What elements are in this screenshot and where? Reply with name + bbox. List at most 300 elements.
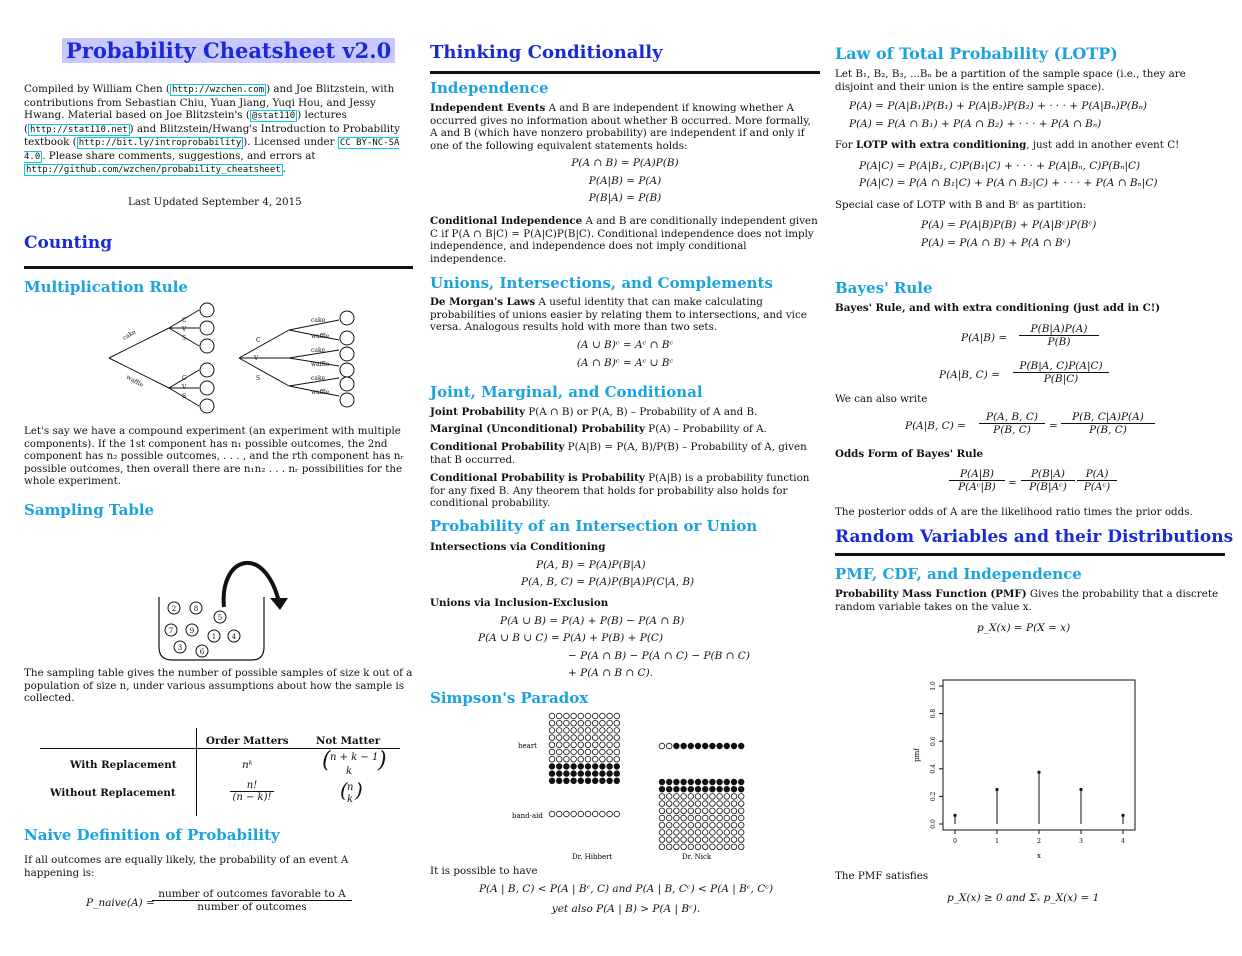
simpson-dot	[578, 778, 584, 784]
simpson-text: It is possible to have	[430, 865, 538, 877]
simpson-dot	[571, 713, 577, 719]
simpson-dot	[724, 808, 730, 814]
svg-text:S: S	[182, 335, 187, 342]
simpson-dot	[717, 801, 723, 807]
section-rule	[24, 266, 413, 269]
uie-eq-3: − P(A ∩ B) − P(A ∩ C) − P(B ∩ C)	[568, 650, 750, 662]
simpson-dot	[564, 713, 570, 719]
simpson-dot	[717, 815, 723, 821]
simpson-dot	[564, 778, 570, 784]
link-license[interactable]: CC BY-NC-SA 4.0	[24, 138, 400, 162]
equals-sign: =	[1049, 420, 1058, 432]
simpson-dot	[571, 720, 577, 726]
simpson-dot	[600, 771, 606, 777]
simpson-dot	[695, 743, 701, 749]
equals-sign: =	[1008, 477, 1017, 489]
ivc-eq-2: P(A, B, C) = P(A)P(B|A)P(C|A, B)	[521, 576, 695, 588]
simpson-dot	[702, 830, 708, 836]
chart-y-tick-label: 0.0	[930, 819, 937, 829]
simpson-dot	[666, 830, 672, 836]
simpson-dot	[549, 811, 555, 817]
bayes-eq3-frac1: P(A, B, C) P(B, C)	[979, 411, 1045, 436]
simpson-dot	[731, 830, 737, 836]
de-morgan-eq-2: (A ∩ B)ᶜ = Aᶜ ∪ Bᶜ	[576, 357, 674, 369]
simpson-dot	[549, 728, 555, 734]
simpson-dot	[702, 794, 708, 800]
simpson-dot	[556, 811, 562, 817]
simpson-dot	[731, 801, 737, 807]
svg-text:V: V	[254, 355, 259, 362]
simpson-dot	[717, 794, 723, 800]
simpson-dot	[738, 837, 744, 843]
simpson-dot	[674, 830, 680, 836]
simpson-dot	[585, 771, 591, 777]
conditional-probability: Conditional Probability P(A|B) = P(A, B)/P(B) – Probability of A, given that B occurred.	[430, 441, 807, 466]
multiplication-rule-text: Let's say we have a compound experiment (an experiment with multiple components). If the 1st component has n₁ possible outcomes, the 2nd component has n₂ possible outcomes, . . . , and the rth component has nᵣ possible outcomes, then overall there are n₁n₂ . . . nᵣ possibilities for the whole experiment.	[24, 425, 404, 487]
simpson-dot	[600, 742, 606, 748]
naive-fraction: number of outcomes favorable to A number of outcomes	[152, 888, 352, 913]
simpson-dot	[738, 830, 744, 836]
lotp-extra-text: For LOTP with extra conditioning, just add in another event C!	[835, 139, 1180, 151]
intro-text: Compiled by William Chen ( http://wzchen.com ) and Joe Blitzstein, with contributions from Sebastian Chiu, Yuan Jiang, Yuqi Hou, and Jessy Hwang. Material based on Joe Blitzstein's ( @stat110 ) lectures ( http://stat110.net ) and Blitzstein/Hwang's Introduction to Probability textbook ( http://bit.ly/introprobability ). Licensed under CC BY-NC-SA 4.0 . Please share comments, suggestions, and errors at http://github.com/wzchen/probability_cheatsheet .	[24, 83, 400, 175]
pmf-text: Probability Mass Function (PMF) Gives the probability that a discrete random variable takes on the value x.	[835, 588, 1219, 613]
simpson-dot	[674, 794, 680, 800]
heading-unions: Unions, Intersections, and Complements	[430, 274, 773, 292]
heading-simpsons-paradox: Simpson's Paradox	[430, 689, 589, 707]
simpson-dot	[681, 844, 687, 850]
svg-text:waffle: waffle	[311, 361, 330, 368]
simpson-dot	[738, 786, 744, 792]
simpson-dot	[688, 794, 694, 800]
svg-text:4: 4	[231, 633, 237, 641]
link-github[interactable]: http://github.com/wzchen/probability_cheatsheet	[26, 165, 281, 175]
simpson-dot	[571, 811, 577, 817]
simpson-dot	[578, 764, 584, 770]
de-morgan-eq-1: (A ∪ B)ᶜ = Aᶜ ∩ Bᶜ	[576, 339, 674, 351]
simpson-dot	[702, 808, 708, 814]
simpson-dot	[738, 779, 744, 785]
simpson-dot	[600, 735, 606, 741]
heading-naive-definition: Naive Definition of Probability	[24, 826, 280, 844]
chart-x-tick-label: 0	[953, 838, 957, 845]
heading-lotp: Law of Total Probability (LOTP)	[835, 44, 1118, 63]
simpson-dot	[666, 786, 672, 792]
simpson-dot	[571, 749, 577, 755]
svg-text:waffle: waffle	[311, 389, 330, 396]
lotp-eq-1: P(A) = P(A|B₁)P(B₁) + P(A|B₂)P(B₂) + · · · + P(A|Bₙ)P(Bₙ)	[849, 100, 1147, 112]
uie-eq-1: P(A ∪ B) = P(A) + P(B) − P(A ∩ B)	[500, 615, 685, 627]
pmf-point	[953, 814, 956, 817]
simpson-dot	[717, 844, 723, 850]
simpson-dot	[695, 822, 701, 828]
chart-ylabel: pmf	[913, 748, 921, 762]
svg-text:band-aid: band-aid	[512, 812, 543, 820]
simpson-dot	[659, 830, 665, 836]
simpson-dot	[717, 786, 723, 792]
heading-intersection-union: Probability of an Intersection or Union	[430, 517, 758, 535]
simpson-dot	[659, 837, 665, 843]
simpson-dot	[674, 808, 680, 814]
simpson-dot	[614, 735, 620, 741]
simpson-dot	[564, 735, 570, 741]
we-can-also-write: We can also write	[835, 393, 928, 405]
uie-eq-2: P(A ∪ B ∪ C) = P(A) + P(B) + P(C)	[478, 632, 664, 644]
col-not-matter: Not Matter	[316, 735, 381, 747]
simpson-dot	[571, 742, 577, 748]
simpson-dot	[674, 822, 680, 828]
simpson-dot	[731, 822, 737, 828]
simpson-dot	[614, 713, 620, 719]
simpson-dot	[585, 742, 591, 748]
svg-text:C: C	[182, 375, 187, 382]
simpson-dot	[564, 728, 570, 734]
simpson-dot	[731, 808, 737, 814]
link-stat110-twitter[interactable]: @stat110	[251, 111, 296, 121]
simpson-dot	[607, 811, 613, 817]
simpson-dot	[578, 771, 584, 777]
sampling-table: Order Matters Not Matter With Replacement Without Replacement nᵏ ( n + k − 1 k ) n! (n − k)! ( n k )	[40, 728, 400, 816]
indep-eq-2: P(A|B) = P(A)	[588, 175, 662, 187]
odds-form-heading: Odds Form of Bayes' Rule	[835, 448, 984, 460]
simpson-dot	[592, 756, 598, 762]
simpson-dot	[614, 742, 620, 748]
simpson-dot	[549, 742, 555, 748]
simpson-dot	[710, 801, 716, 807]
unions-inclusion-exclusion: Unions via Inclusion-Exclusion	[430, 597, 609, 609]
svg-text:Dr. Hibbert: Dr. Hibbert	[572, 853, 613, 861]
svg-text:Dr. Nick: Dr. Nick	[682, 853, 712, 861]
svg-text:V: V	[182, 384, 187, 391]
simpson-dot	[666, 801, 672, 807]
simpson-dot	[738, 743, 744, 749]
simpson-dot	[674, 837, 680, 843]
simpson-dot	[607, 713, 613, 719]
simpson-dot	[659, 815, 665, 821]
simpson-dot	[564, 764, 570, 770]
simpson-dot	[731, 794, 737, 800]
simpson-dot	[724, 822, 730, 828]
posterior-odds-text: The posterior odds of A are the likelihood ratio times the prior odds.	[835, 506, 1193, 518]
simpson-dot	[592, 771, 598, 777]
heading-independence: Independence	[430, 79, 549, 97]
simpson-dot	[702, 786, 708, 792]
simpson-dot	[659, 743, 665, 749]
svg-text:V: V	[182, 326, 187, 333]
lotp-special-case: Special case of LOTP with B and Bᶜ as partition:	[835, 199, 1087, 211]
simpson-dot	[614, 771, 620, 777]
simpson-dot	[688, 743, 694, 749]
simpson-dot	[564, 811, 570, 817]
simpson-dot	[666, 822, 672, 828]
simpson-dot	[724, 837, 730, 843]
uie-eq-4: + P(A ∩ B ∩ C).	[568, 667, 654, 679]
chart-y-tick-label: 0.2	[930, 791, 937, 802]
simpson-dot	[724, 786, 730, 792]
chart-y-tick-label: 1.0	[930, 681, 937, 691]
svg-text:7: 7	[168, 627, 174, 635]
simpson-dot	[549, 771, 555, 777]
simpson-dot	[607, 756, 613, 762]
simpson-dot	[724, 844, 730, 850]
simpson-dot	[614, 749, 620, 755]
simpson-dot	[578, 756, 584, 762]
simpson-dot	[592, 742, 598, 748]
simpson-dot	[717, 779, 723, 785]
svg-text:cake: cake	[311, 375, 326, 382]
simpson-dot	[578, 720, 584, 726]
special-eq-1: P(A) = P(A|B)P(B) + P(A|Bᶜ)P(Bᶜ)	[921, 219, 1097, 231]
simpson-dot	[710, 743, 716, 749]
special-eq-2: P(A) = P(A ∩ B) + P(A ∩ Bᶜ)	[921, 237, 1071, 249]
simpson-dot	[585, 778, 591, 784]
link-introprobability[interactable]: http://bit.ly/introprobability	[78, 138, 242, 148]
simpson-dot	[681, 743, 687, 749]
simpson-dot	[607, 735, 613, 741]
bayes-eq3-frac2: P(B, C|A)P(A) P(B, C)	[1061, 411, 1155, 436]
svg-text:1: 1	[211, 633, 217, 641]
simpson-dot	[710, 822, 716, 828]
pmf-eq: p_X(x) = P(X = x)	[977, 622, 1071, 634]
simpson-dot	[556, 756, 562, 762]
simpson-dot	[710, 794, 716, 800]
joint-probability: Joint Probability P(A ∩ B) or P(A, B) – Probability of A and B.	[430, 406, 758, 418]
chart-y-tick-label: 0.6	[930, 736, 937, 746]
simpson-dot	[702, 779, 708, 785]
simpson-dot	[688, 815, 694, 821]
simpson-dot	[659, 808, 665, 814]
heading-bayes-rule: Bayes' Rule	[835, 279, 933, 297]
lotp-text: Let B₁, B₂, B₃, ...Bₙ be a partition of the sample space (i.e., they are disjoint and their union is the entire sample space).	[835, 68, 1186, 93]
simpson-dot	[695, 815, 701, 821]
svg-text:3: 3	[177, 644, 183, 652]
simpson-dot	[674, 786, 680, 792]
simpson-dot	[710, 837, 716, 843]
simpson-dot	[724, 779, 730, 785]
simpson-dot	[585, 728, 591, 734]
pmf-satisfies-text: The PMF satisfies	[835, 870, 929, 882]
chart-y-tick-label: 0.8	[930, 708, 937, 719]
heading-pmf-cdf: PMF, CDF, and Independence	[835, 565, 1082, 583]
link-stat110[interactable]: http://stat110.net	[30, 124, 128, 135]
svg-text:5: 5	[217, 614, 223, 622]
simpson-dot	[666, 779, 672, 785]
simpson-dot	[695, 830, 701, 836]
simpson-dot	[724, 743, 730, 749]
simpson-dot	[724, 830, 730, 836]
simpson-dot	[717, 822, 723, 828]
heading-counting: Counting	[24, 233, 113, 253]
simpson-dot	[666, 743, 672, 749]
simpson-dot	[592, 735, 598, 741]
simpson-dot	[710, 808, 716, 814]
simpson-dot	[614, 778, 620, 784]
section-rule	[835, 553, 1225, 556]
simpson-dot	[571, 756, 577, 762]
simpson-dot	[592, 720, 598, 726]
marginal-probability: Marginal (Unconditional) Probability P(A) – Probability of A.	[430, 423, 767, 435]
simpson-dot	[578, 713, 584, 719]
simpson-dot	[607, 749, 613, 755]
svg-text:9: 9	[189, 627, 195, 635]
pmf-conditions: p_X(x) ≥ 0 and Σₓ p_X(x) = 1	[947, 892, 1100, 904]
cell-with-order: nᵏ	[242, 759, 253, 771]
simpson-dot	[695, 786, 701, 792]
simpson-dot	[564, 771, 570, 777]
simpson-dot	[724, 794, 730, 800]
simpson-dot	[614, 764, 620, 770]
simpson-dot	[549, 778, 555, 784]
simpson-dot	[549, 713, 555, 719]
heading-thinking-conditionally: Thinking Conditionally	[430, 42, 663, 63]
simpson-dot	[578, 728, 584, 734]
chart-xlabel: x	[1037, 852, 1041, 860]
simpson-dot	[681, 822, 687, 828]
simpson-dot	[585, 735, 591, 741]
simpson-dot	[549, 756, 555, 762]
simpson-dot	[549, 735, 555, 741]
simpson-dot	[717, 837, 723, 843]
odds-frac1: P(A|B) P(Aᶜ|B)	[949, 468, 1005, 493]
svg-text:cake: cake	[311, 317, 326, 324]
simpson-dot	[571, 764, 577, 770]
simpson-dot	[688, 844, 694, 850]
simpson-dot	[556, 713, 562, 719]
simpson-dot	[702, 822, 708, 828]
heading-multiplication-rule: Multiplication Rule	[24, 278, 188, 296]
svg-text:8: 8	[193, 605, 199, 613]
pmf-point	[995, 788, 998, 791]
simpson-dot	[571, 735, 577, 741]
simpson-dot	[688, 786, 694, 792]
simpson-dot	[571, 771, 577, 777]
simpson-dot	[549, 749, 555, 755]
simpson-dot	[564, 720, 570, 726]
simpson-dot	[600, 764, 606, 770]
simpson-dot	[592, 713, 598, 719]
simpson-dot	[585, 713, 591, 719]
simpson-dot	[702, 801, 708, 807]
simpson-dot	[556, 735, 562, 741]
svg-text:waffle: waffle	[125, 373, 145, 389]
simpson-dot	[666, 844, 672, 850]
simpson-dot	[710, 844, 716, 850]
simpson-dot	[578, 742, 584, 748]
chart-x-tick-label: 1	[995, 838, 999, 845]
cheatsheet-title: Probability Cheatsheet v2.0	[62, 38, 395, 63]
heading-joint-marginal-conditional: Joint, Marginal, and Conditional	[430, 383, 703, 401]
svg-text:6: 6	[199, 648, 205, 656]
simpson-dot	[731, 815, 737, 821]
chart-x-tick-label: 4	[1121, 838, 1125, 845]
svg-text:waffle: waffle	[311, 333, 330, 340]
simpson-dot	[695, 844, 701, 850]
simpson-dot	[564, 742, 570, 748]
simpson-dot	[688, 830, 694, 836]
simpson-dot	[702, 837, 708, 843]
bayes-subtitle: Bayes' Rule, and with extra conditioning (just add in C!)	[835, 302, 1161, 314]
simpson-dot	[702, 844, 708, 850]
simpson-dot	[731, 779, 737, 785]
simpson-dot	[681, 808, 687, 814]
simpson-dot	[738, 794, 744, 800]
simpson-dot	[738, 822, 744, 828]
simpson-dot	[600, 811, 606, 817]
simpson-dot	[738, 815, 744, 821]
tree-leaf	[200, 303, 214, 317]
cell-without-order: n! (n − k)!	[230, 780, 274, 803]
simpson-dot	[659, 779, 665, 785]
de-morgan-text: De Morgan's Laws A useful identity that can make calculating probabilities of unions easier by relating them to intersections, and vice versa. Analogous results hold with more than two sets.	[430, 296, 807, 333]
simpson-dot	[585, 811, 591, 817]
svg-text:heart: heart	[518, 742, 537, 750]
simpson-dot	[607, 778, 613, 784]
svg-text:C: C	[182, 317, 187, 324]
simpson-dot	[592, 749, 598, 755]
simpson-dot	[688, 779, 694, 785]
simpson-dot	[688, 837, 694, 843]
simpson-dot	[556, 720, 562, 726]
simpson-dot	[681, 815, 687, 821]
simpson-eq-2: yet also P(A | B) > P(A | Bᶜ).	[551, 903, 701, 915]
conditional-is-probability: Conditional Probability is Probability P(A|B) is a probability function for any fixed B. Any theorem that holds for probability also holds for conditional probability.	[430, 472, 810, 509]
simpson-dot	[585, 749, 591, 755]
indep-eq-3: P(B|A) = P(B)	[588, 192, 662, 204]
simpson-dot	[556, 771, 562, 777]
simpson-dot	[710, 830, 716, 836]
simpson-dot	[681, 779, 687, 785]
simpson-dot	[592, 764, 598, 770]
intersections-via-conditioning: Intersections via Conditioning	[430, 541, 606, 553]
pmf-point	[1079, 788, 1082, 791]
simpson-dot	[717, 830, 723, 836]
simpson-dot	[681, 794, 687, 800]
sampling-table-text: The sampling table gives the number of possible samples of size k out of a population of size n, under various assumptions about how the sample is collected.	[24, 667, 413, 704]
bayes-eq1-lhs: P(A|B) =	[961, 332, 1008, 344]
simpson-dot	[571, 778, 577, 784]
link-wzchen[interactable]: http://wzchen.com	[171, 85, 265, 95]
simpson-dot	[607, 742, 613, 748]
simpson-dot	[688, 808, 694, 814]
simpson-dot	[666, 808, 672, 814]
simpson-dot	[585, 756, 591, 762]
simpson-dot	[556, 728, 562, 734]
pmf-point	[1121, 814, 1124, 817]
simpson-dot	[738, 808, 744, 814]
simpson-dot	[564, 756, 570, 762]
simpson-dot	[688, 801, 694, 807]
ivc-eq-1: P(A, B) = P(A)P(B|A)	[536, 559, 646, 571]
tree-diagram	[104, 298, 404, 418]
svg-text:S: S	[256, 375, 261, 382]
simpson-dot	[681, 830, 687, 836]
chart-x-tick-label: 3	[1079, 838, 1083, 845]
simpson-dot	[724, 801, 730, 807]
simpson-dot	[695, 794, 701, 800]
simpson-dot	[710, 779, 716, 785]
simpson-dot	[695, 801, 701, 807]
simpson-dot	[688, 822, 694, 828]
bayes-eq3-lhs: P(A|B, C) =	[905, 420, 966, 432]
simpson-dot	[556, 764, 562, 770]
row-without-replacement: Without Replacement	[50, 787, 176, 799]
heading-sampling-table: Sampling Table	[24, 501, 155, 519]
simpson-dot	[731, 844, 737, 850]
simpson-dot	[571, 728, 577, 734]
simpson-dot	[592, 778, 598, 784]
lotp-eq-2: P(A) = P(A ∩ B₁) + P(A ∩ B₂) + · · · + P(A ∩ Bₙ)	[849, 118, 1102, 130]
simpson-dot	[710, 815, 716, 821]
simpson-dot	[724, 815, 730, 821]
